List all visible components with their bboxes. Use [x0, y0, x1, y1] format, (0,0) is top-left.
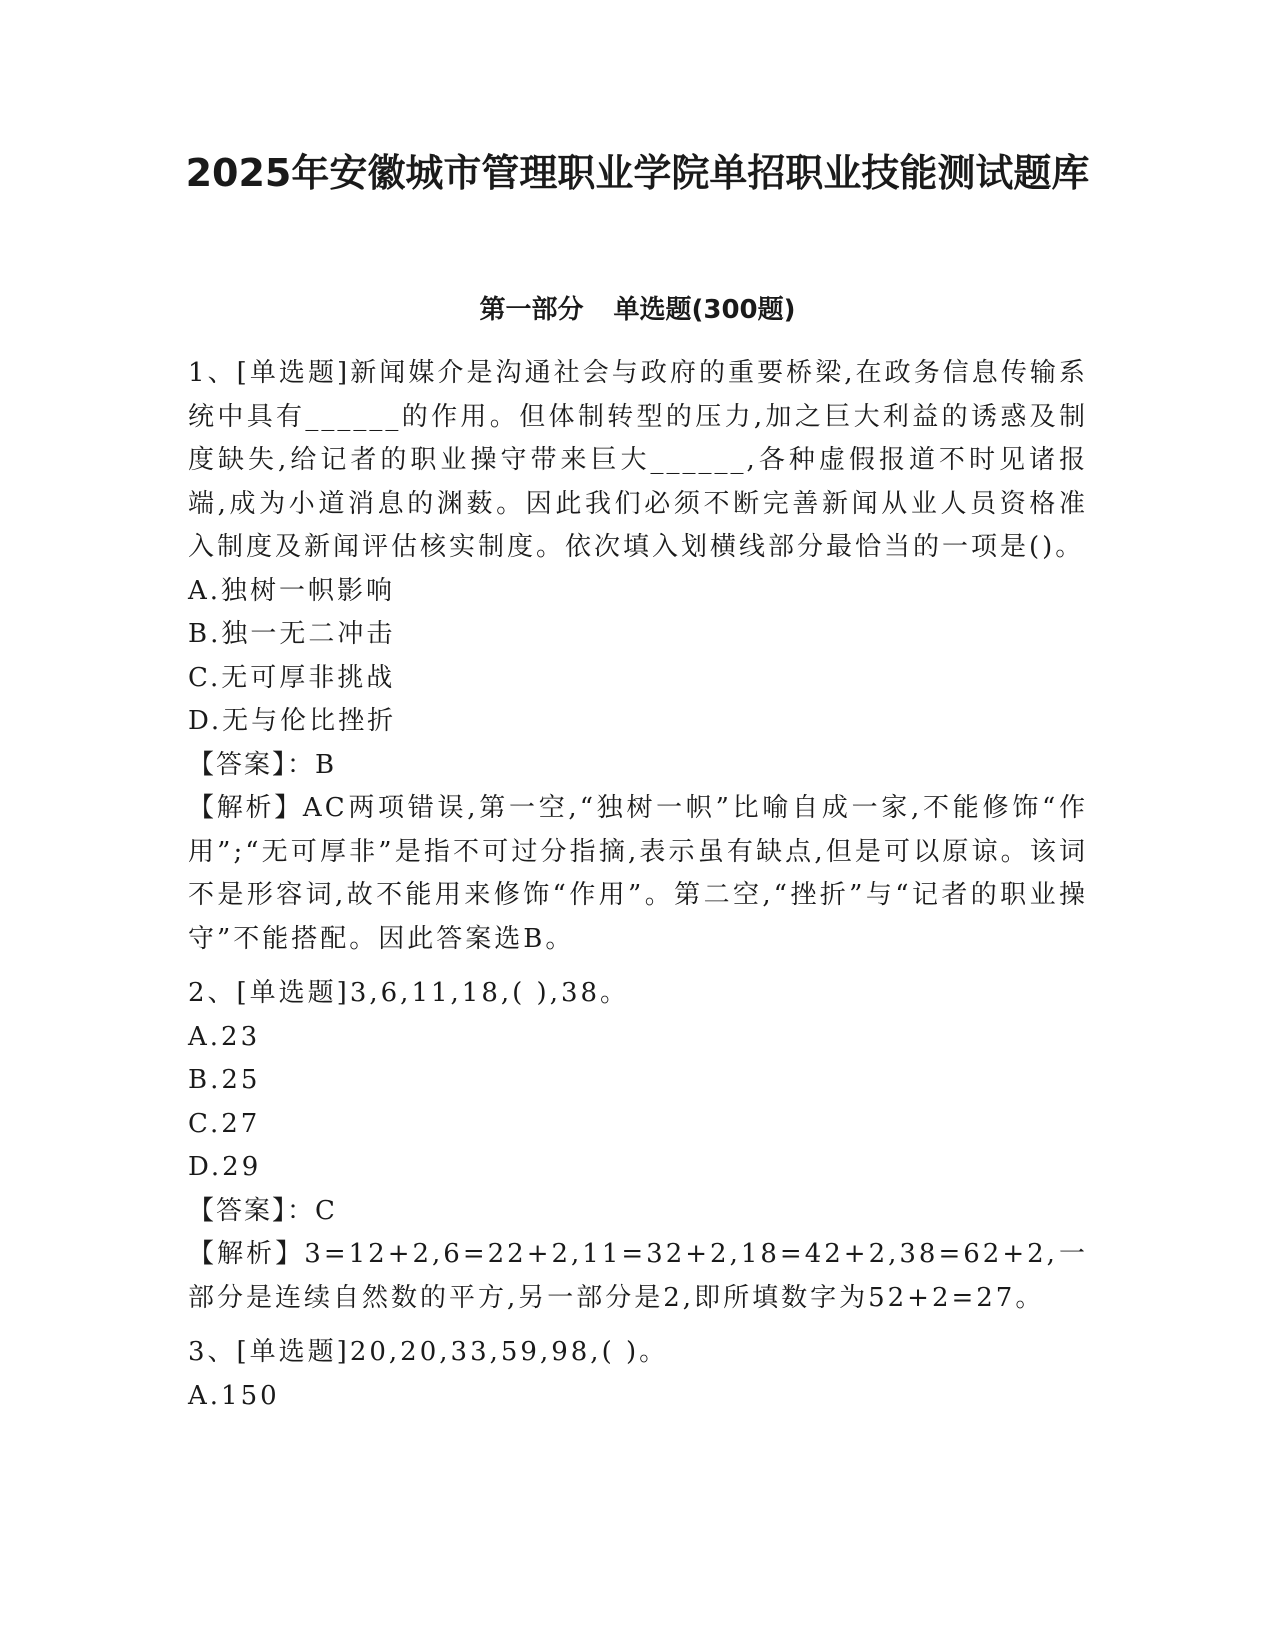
section-part: 第一部分 [479, 295, 584, 325]
analysis-text: 3=12+2,6=22+2,11=32+2,18=42+2,38=62+2,一部分是连续自然数的平方,另一部分是2,即所填数字为52+2=27。 [188, 1239, 1088, 1313]
answer-label: 【答案】： [188, 749, 316, 780]
question-list [188, 352, 1088, 1429]
option-d: D.无与伦比挫折 [188, 706, 397, 736]
option-a: A.150 [188, 1380, 280, 1411]
option-a: A.23 [188, 1021, 261, 1052]
question-1 [188, 352, 1088, 961]
question-3 [188, 1331, 1088, 1418]
analysis-label: 【解析】 [188, 793, 303, 823]
question-text: 3、[单选题]20,20,33,59,98,( )。 [188, 1337, 669, 1367]
option-c: C.27 [188, 1108, 261, 1139]
analysis-line [188, 1233, 1088, 1320]
section-name: 单选题(300题) [613, 295, 796, 325]
answer-value: C [315, 1195, 338, 1226]
option-d: D.29 [188, 1152, 262, 1182]
question-text: 2、[单选题]3,6,11,18,( ),38。 [188, 978, 630, 1008]
analysis-label: 【解析】 [188, 1239, 305, 1269]
option-b: B.独一无二冲击 [188, 619, 396, 649]
document-title: 2025年安徽城市管理职业学院单招职业技能测试题库 [185, 151, 1090, 195]
answer-label: 【答案】： [188, 1195, 316, 1226]
analysis-text: AC两项错误,第一空,“独树一帜”比喻自成一家,不能修饰“作用”;“无可厚非”是指不可过分指摘,表示虽有缺点,但是可以原谅。该词不是形容词,故不能用来修饰“作用”。第二空,“挫折”与“记者的职业操守”不能搭配。因此答案选B。 [188, 793, 1088, 954]
answer-line [188, 1190, 1088, 1234]
question-2 [188, 972, 1088, 1320]
section-heading [0, 292, 1275, 328]
answer-line [188, 744, 1088, 788]
option-b: B.25 [188, 1065, 261, 1095]
answer-value: B [315, 749, 338, 780]
question-text: 1、[单选题]新闻媒介是沟通社会与政府的重要桥梁,在政务信息传输系统中具有______的作用。但体制转型的压力,加之巨大利益的诱惑及制度缺失,给记者的职业操守带来巨大______,各种虚假报道不时见诸报端,成为小道消息的渊薮。因此我们必须不断完善新闻从业人员资格准入制度及新闻评估核实制度。依次填入划横线部分最恰当的一项是()。 [188, 358, 1088, 562]
option-a: A.独树一帜影响 [188, 575, 396, 606]
analysis-line [188, 787, 1088, 961]
option-c: C.无可厚非挑战 [188, 662, 396, 693]
